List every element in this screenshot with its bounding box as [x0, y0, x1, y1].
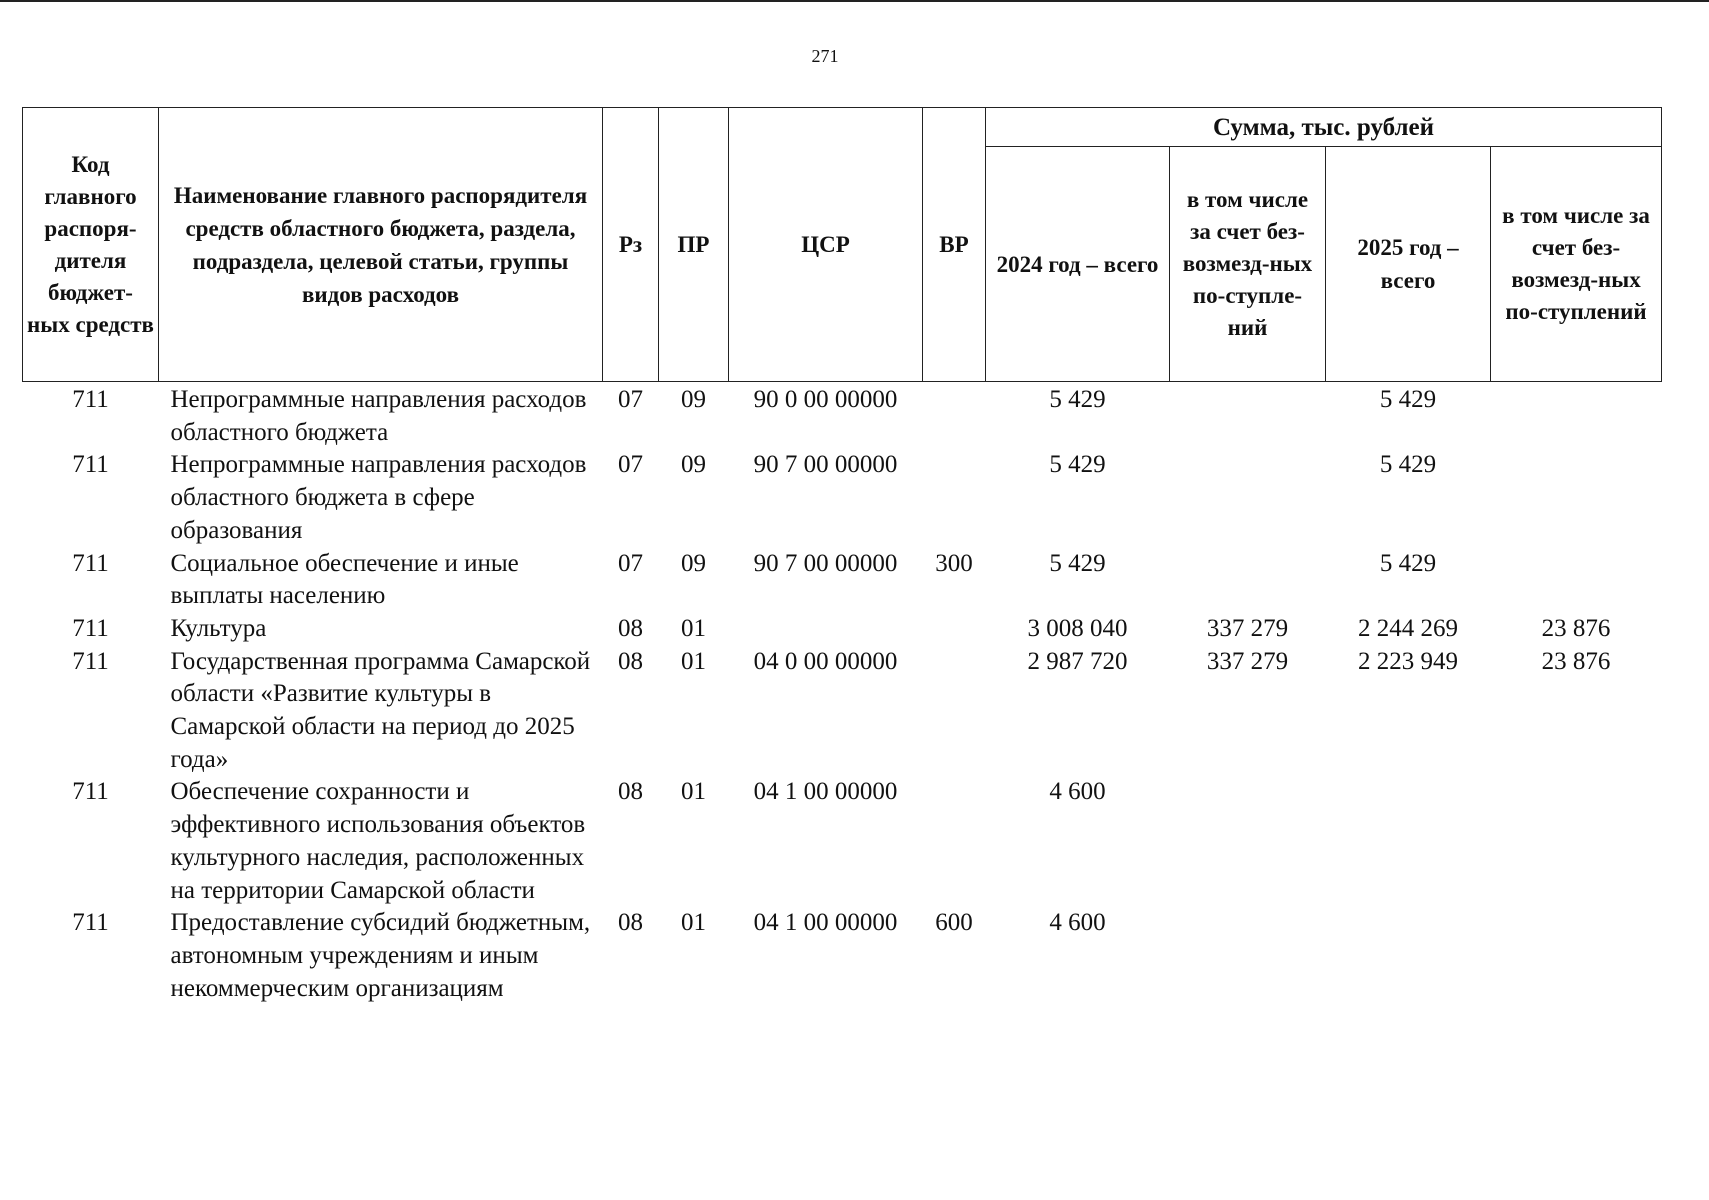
cell-csr — [729, 613, 923, 646]
table-row — [23, 449, 1662, 547]
cell-code: 711 — [72, 614, 109, 642]
cell-2024-free: 337 279 — [1206, 614, 1289, 642]
header-name: Наименование главного распорядителя средств областного бюджета, раздела, подраздела, целевой статьи, группы видов расходов — [159, 108, 603, 382]
cell-2025-total — [1326, 776, 1491, 907]
cell-2024-total: 4 600 — [1049, 909, 1106, 937]
cell-rz: 08 — [618, 778, 643, 806]
cell-2025-total: 5 429 — [1379, 451, 1437, 479]
table-body — [23, 382, 1662, 1006]
cell-rz: 08 — [618, 614, 643, 642]
cell-2024-total: 5 429 — [1049, 451, 1106, 479]
cell-vr — [923, 449, 986, 547]
cell-2024-total: 4 600 — [1049, 778, 1106, 806]
page-number: 271 — [811, 46, 839, 66]
cell-vr — [923, 776, 986, 907]
header-2024-free: в том числе за счет без-возмезд-ных по-ступле-ний — [1170, 147, 1326, 382]
header-2024-total: 2024 год – всего — [986, 147, 1170, 382]
cell-2025-free — [1491, 449, 1662, 547]
cell-2024-total: 5 429 — [1049, 386, 1106, 413]
cell-2025-free — [1491, 548, 1662, 613]
cell-csr: 04 0 00 00000 — [753, 647, 898, 675]
cell-2024-total: 3 008 040 — [1027, 614, 1128, 642]
cell-2024-total: 2 987 720 — [1027, 647, 1128, 675]
cell-2025-total: 5 429 — [1379, 549, 1437, 577]
header-rz: Рз — [603, 108, 659, 382]
cell-vr — [923, 646, 986, 777]
cell-rz: 07 — [618, 549, 643, 577]
cell-csr: 04 1 00 00000 — [753, 778, 898, 806]
cell-2024-free — [1170, 907, 1326, 1005]
cell-2024-total: 5 429 — [1049, 549, 1106, 577]
table-header — [23, 108, 1662, 382]
cell-pr: 01 — [681, 647, 706, 675]
cell-code: 711 — [72, 451, 109, 479]
cell-2025-free — [1491, 776, 1662, 907]
cell-vr — [923, 382, 986, 450]
cell-rz: 08 — [618, 909, 643, 937]
cell-pr: 09 — [681, 549, 706, 577]
header-2025-free: в том числе за счет без-возмезд-ных по-ступлений — [1491, 147, 1662, 382]
cell-pr: 01 — [681, 909, 706, 937]
cell-2024-free — [1170, 382, 1326, 450]
cell-name: Предоставление субсидий бюджетным, автономным учреждениям и иным некоммерческим организациям — [170, 909, 591, 1002]
header-vr: ВР — [923, 108, 986, 382]
cell-2025-free — [1491, 907, 1662, 1005]
table-row — [23, 907, 1662, 1005]
cell-2024-free — [1170, 449, 1326, 547]
cell-2025-free: 23 876 — [1541, 614, 1611, 642]
cell-csr: 90 0 00 00000 — [753, 386, 898, 413]
header-pr: ПР — [659, 108, 729, 382]
cell-code: 711 — [72, 909, 109, 937]
cell-pr: 09 — [681, 451, 706, 479]
cell-2025-total — [1326, 907, 1491, 1005]
table-row — [23, 646, 1662, 777]
cell-csr: 90 7 00 00000 — [753, 549, 898, 577]
header-sum-group: Сумма, тыс. рублей — [986, 108, 1662, 147]
cell-name: Обеспечение сохранности и эффективного использования объектов культурного наследия, расположенных на территории Самарской области — [170, 778, 586, 904]
cell-name: Непрограммные направления расходов областного бюджета — [170, 386, 587, 446]
table-row — [23, 382, 1662, 450]
cell-2024-free — [1170, 548, 1326, 613]
table-row — [23, 613, 1662, 646]
table-row — [23, 776, 1662, 907]
cell-code: 711 — [72, 647, 109, 675]
header-code: Код главного распоря-дителя бюджет-ных средств — [23, 108, 159, 382]
cell-2025-total: 2 244 269 — [1358, 614, 1458, 642]
cell-code: 711 — [72, 549, 109, 577]
cell-2024-free: 337 279 — [1206, 647, 1289, 675]
scan-artifact — [2, 50, 10, 64]
cell-rz: 08 — [618, 647, 643, 675]
cell-name: Социальное обеспечение и иные выплаты населению — [170, 549, 519, 610]
top-border-line — [0, 0, 1709, 2]
header-2025-total: 2025 год – всего — [1326, 147, 1491, 382]
table-row — [23, 548, 1662, 613]
cell-pr: 01 — [681, 778, 706, 806]
cell-vr: 600 — [935, 909, 973, 937]
budget-table — [22, 107, 1662, 1005]
cell-csr: 04 1 00 00000 — [753, 909, 898, 937]
cell-2025-total: 5 429 — [1379, 386, 1437, 413]
cell-name: Государственная программа Самарской области «Развитие культуры в Самарской области на период до 2025 года» — [170, 647, 591, 773]
cell-csr: 90 7 00 00000 — [753, 451, 898, 479]
cell-2025-free: 23 876 — [1541, 647, 1611, 675]
cell-2024-free — [1170, 776, 1326, 907]
cell-rz: 07 — [618, 386, 643, 413]
cell-code: 711 — [72, 778, 109, 806]
cell-2025-total: 2 223 949 — [1358, 647, 1458, 675]
cell-pr: 09 — [681, 386, 706, 413]
cell-vr: 300 — [935, 549, 973, 577]
cell-name: Непрограммные направления расходов областного бюджета в сфере образования — [170, 451, 587, 544]
cell-code: 711 — [72, 386, 109, 413]
cell-name: Культура — [170, 614, 267, 642]
cell-rz: 07 — [618, 451, 643, 479]
cell-pr: 01 — [681, 614, 706, 642]
cell-2025-free — [1491, 382, 1662, 450]
cell-vr — [923, 613, 986, 646]
header-csr: ЦСР — [729, 108, 923, 382]
